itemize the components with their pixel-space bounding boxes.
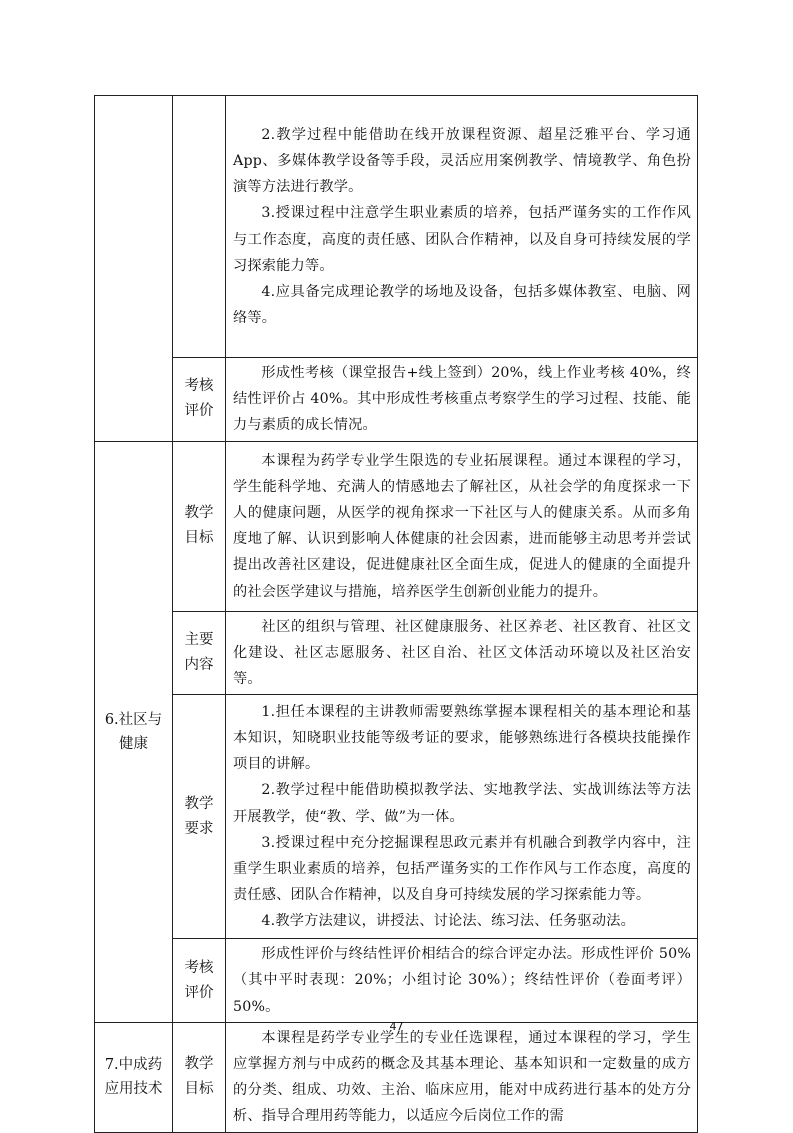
content-cell [226,441,698,611]
table-row [95,695,698,939]
paragraph: 本课程是药学专业学生的专业任选课程，通过本课程的学习，学生应掌握方剂与中成药的概念及其基本理论、基本知识和一定数量的成方的分类、组成、功效、主治、临床应用，能对中成药进行基本的处方分析、指导合理用药等能力，以适应今后岗位工作的需 [233,1029,691,1125]
category-label-cell [173,695,226,939]
table-row [95,939,698,1023]
content-cell [226,96,698,358]
category-label-cell [173,611,226,695]
table-row [95,96,698,358]
course-name: 6.社区与健康 [104,711,163,752]
category-label-cell [173,1022,226,1132]
category-label: 教学要求 [184,795,214,837]
content-cell [226,939,698,1023]
course-name-cell [95,441,173,1022]
paragraph: 2.教学过程中能借助模拟教学法、实地教学法、实战训练法等方法开展教学，使“教、学、做”为一体。 [233,782,691,825]
course-name-cell [95,96,173,442]
curriculum-table [94,95,698,1133]
category-label: 教学目标 [184,505,214,547]
table-row [95,1022,698,1132]
content-cell [226,1022,698,1132]
paragraph: 4.教学方法建议，讲授法、讨论法、练习法、任务驱动法。 [261,913,636,930]
category-label: 主要内容 [184,631,214,673]
paragraph: 3.授课过程中充分挖掘课程思政元素并有机融合到教学内容中，注重学生职业素质的培养，包括严谨务实的工作作风与工作态度，高度的责任感、团队合作精神，以及自身可持续发展的学习探索能力等。 [233,834,691,904]
category-label: 教学目标 [184,1056,214,1098]
paragraph: 2.教学过程中能借助在线开放课程资源、超星泛雅平台、学习通 App、多媒体教学设备等手段，灵活应用案例教学、情境教学、角色扮演等方法进行教学。 [233,126,691,196]
paragraph: 3.授课过程中注意学生职业素质的培养，包括严谨务实的工作作风与工作态度，高度的责任感、团队合作精神，以及自身可持续发展的学习探索能力等。 [233,205,691,274]
category-label-cell [173,358,226,442]
category-label-cell [173,96,226,358]
paragraph: 形成性评价与终结性评价相结合的综合评定办法。形成性评价 50%（其中平时表现：20%；小组讨论 30%）；终结性评价（卷面考评）50%。 [233,946,691,1015]
category-label: 考核评价 [184,959,214,1001]
paragraph: 1.担任本课程的主讲教师需要熟练掌握本课程相关的基本理论和基本知识，知晓职业技能等级考证的要求，能够熟练进行各模块技能操作项目的讲解。 [233,703,691,773]
course-name-cell [95,1022,173,1132]
table-row [95,611,698,695]
paragraph: 社区的组织与管理、社区健康服务、社区养老、社区教育、社区文化建设、社区志愿服务、社区自治、社区文体活动环境以及社区治安等。 [233,618,691,688]
paragraph: 形成性考核（课堂报告+线上签到）20%，线上作业考核 40%，终结性评价占 40%。其中形成性考核重点考察学生的学习过程、技能、能力与素质的成长情况。 [233,365,691,434]
category-label: 考核评价 [184,378,214,420]
course-name: 7.中成药应用技术 [104,1057,163,1098]
content-cell [226,695,698,939]
page-number: 47 [389,1020,404,1033]
paragraph: 4.应具备完成理论教学的场地及设备，包括多媒体教室、电脑、网络等。 [233,283,691,327]
table-row [95,358,698,442]
content-cell [226,358,698,442]
category-label-cell [173,939,226,1023]
paragraph: 本课程为药学专业学生限选的专业拓展课程。通过本课程的学习，学生能科学地、充满人的情感地去了解社区，从社会学的角度探求一下人的健康问题，从医学的视角探求一下社区与人的健康关系。从而多角度地了解、认识到影响人体健康的社会因素，进而能够主动思考并尝试提出改善社区建设，促进健康社区全面生成，促进人的健康的全面提升的社会医学建议与措施，培养医学生创新创业能力的提升。 [233,452,691,600]
content-cell [226,611,698,695]
table-row [95,441,698,611]
category-label-cell [173,441,226,611]
